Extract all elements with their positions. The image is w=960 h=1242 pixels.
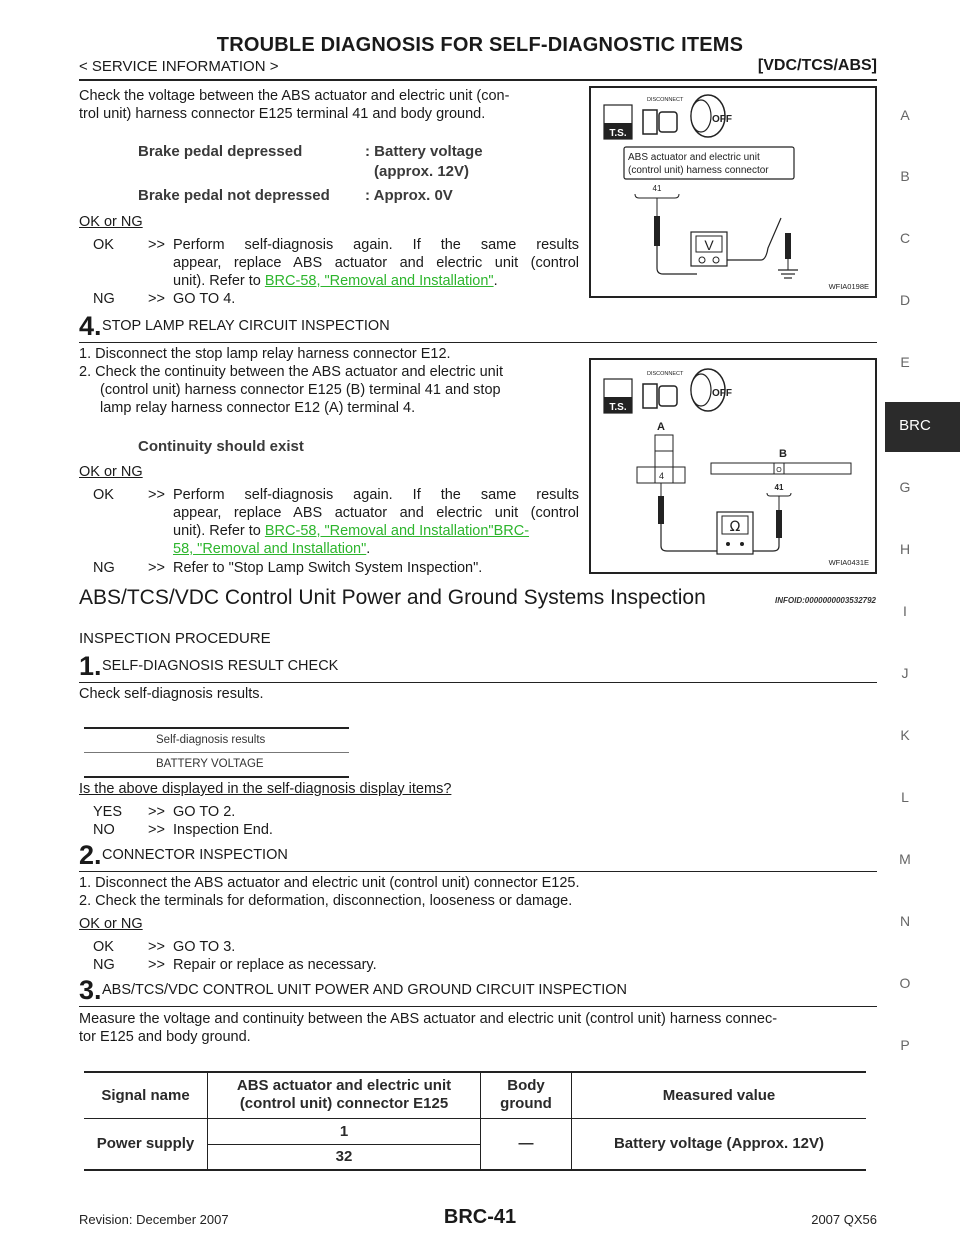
step-1-number: 1.	[79, 651, 102, 681]
positive-terminal-icon	[699, 257, 705, 263]
continuity-check-figure	[589, 358, 877, 574]
probe-right	[785, 233, 791, 259]
connector-a-label: A	[657, 421, 665, 433]
step-4-ok-text-2: appear, replace ABS actuator and electric unit (control	[173, 505, 579, 521]
step-2-ok-arrow: >>	[148, 939, 165, 955]
step-4-line-2b: (control unit) harness connector E125 (B) terminal 41 and stop	[100, 382, 501, 398]
connector-b-terminal: 41	[774, 483, 784, 492]
header-rule	[79, 79, 877, 81]
step-4-ok-key: OK	[93, 487, 114, 503]
step-4-title: STOP LAMP RELAY CIRCUIT INSPECTION	[102, 318, 390, 334]
probe-b-wire	[753, 538, 779, 551]
ng-text: GO TO 4.	[173, 291, 236, 307]
off-label: OFF	[712, 388, 732, 399]
yes-key: YES	[93, 804, 123, 820]
step-4-ok-text-4-post: .	[366, 541, 371, 557]
figure-code: WFIA0198E	[828, 282, 869, 291]
yes-text: GO TO 2.	[173, 804, 236, 820]
sidebar-item-g[interactable]: G	[899, 479, 911, 495]
continuity-spec: Continuity should exist	[138, 438, 304, 455]
step-4-line-1: 1. Disconnect the stop lamp relay harness connector E12.	[79, 346, 451, 362]
cell-body-ground: —	[481, 1118, 572, 1170]
header-measured-value: Measured value	[662, 1086, 776, 1104]
no-text: Inspection End.	[173, 822, 273, 838]
header-connector	[208, 1072, 481, 1118]
sidebar-item-m[interactable]: M	[899, 851, 911, 867]
step-4-ok-text-4	[173, 540, 370, 559]
sidebar-item-label: BRC	[899, 417, 931, 434]
step-1-text: Check self-diagnosis results.	[79, 686, 264, 702]
step-2-rule	[79, 871, 877, 872]
step-1-question: Is the above displayed in the self-diagnosis display items?	[79, 781, 452, 797]
step-4-ng-text: Refer to "Stop Lamp Switch System Inspection".	[173, 560, 483, 576]
ohmmeter-symbol: Ω	[729, 519, 741, 535]
footer-revision: Revision: December 2007	[79, 1212, 229, 1227]
step-3-text-1: Measure the voltage and continuity between the ABS actuator and electric unit (control unit) harness connec-	[79, 1011, 778, 1027]
table-row	[84, 1118, 866, 1144]
ng-key: NG	[93, 291, 115, 307]
ts-label: T.S.	[609, 128, 627, 139]
cell-measured-value: Battery voltage (Approx. 12V)	[572, 1118, 867, 1170]
step-4-rule	[79, 342, 877, 343]
step-2-line-2: 2. Check the terminals for deformation, disconnection, looseness or damage.	[79, 893, 573, 909]
header-body-ground	[481, 1072, 572, 1118]
disconnect-label: DISCONNECT	[647, 371, 684, 377]
step-1-rule	[79, 682, 877, 683]
step-2-title: CONNECTOR INSPECTION	[102, 847, 288, 863]
step-3-title: ABS/TCS/VDC CONTROL UNIT POWER AND GROUND CIRCUIT INSPECTION	[102, 982, 628, 998]
intro-line-1: Check the voltage between the ABS actuator and electric unit (con-	[79, 88, 510, 104]
step-2-ok-ng-heading: OK or NG	[79, 916, 143, 932]
step-2-ng-arrow: >>	[148, 957, 165, 973]
step-4-ng-arrow: >>	[148, 560, 165, 576]
sidebar-item-h[interactable]: H	[899, 541, 911, 557]
sidebar-item-i[interactable]: I	[903, 603, 907, 619]
header-body-ground-2: ground	[500, 1095, 552, 1113]
sidebar-item-n[interactable]: N	[899, 913, 911, 929]
header-subtitle: < SERVICE INFORMATION >	[79, 58, 279, 75]
step-3-rule	[79, 1006, 877, 1007]
step-4-number: 4.	[79, 311, 102, 341]
connector-a-terminal: 4	[659, 471, 665, 481]
harness-box-line-1: ABS actuator and electric unit	[628, 152, 760, 163]
sidebar-item-o[interactable]: O	[899, 975, 911, 991]
removal-installation-link[interactable]: BRC-58, "Removal and Installation"	[264, 273, 494, 289]
self-diagnosis-table	[84, 727, 349, 778]
ground-icon	[778, 270, 798, 278]
spec-label-not-depressed: Brake pedal not depressed	[138, 187, 330, 204]
step-2-ng-text: Repair or replace as necessary.	[173, 957, 377, 973]
step-2-ok-key: OK	[93, 939, 114, 955]
voltmeter-symbol: V	[704, 237, 714, 253]
sidebar-item-a[interactable]: A	[900, 107, 910, 123]
removal-installation-link-2a[interactable]: BRC-58, "Removal and Installation"BRC-	[264, 523, 530, 539]
self-diagnosis-table-value: BATTERY VOLTAGE	[156, 758, 264, 770]
spec-value-depressed-2: (approx. 12V)	[374, 163, 470, 180]
spec-value-not-depressed: : Approx. 0V	[365, 187, 453, 204]
ignition-off-icon	[691, 369, 732, 411]
ng-arrow: >>	[148, 291, 165, 307]
ok-text-3	[173, 272, 498, 291]
connector-b-slot: O	[776, 467, 782, 474]
step-4-ng-key: NG	[93, 560, 115, 576]
footer-model: 2007 QX56	[811, 1212, 877, 1227]
step-3-number: 3.	[79, 975, 102, 1005]
section-title: ABS/TCS/VDC Control Unit Power and Ground Systems Inspection	[79, 586, 706, 609]
ok-text-3-post: .	[493, 273, 498, 289]
voltage-check-diagram	[591, 88, 875, 296]
terminal-41-label: 41	[652, 184, 662, 193]
table-header-row	[84, 1072, 866, 1118]
info-id: INFOID:0000000003532792	[775, 596, 876, 605]
step-4-ok-text-1: Perform self-diagnosis again. If the same results	[173, 487, 579, 503]
probe-a	[658, 496, 664, 524]
ok-text-2: appear, replace ABS actuator and electric unit (control	[173, 255, 579, 271]
probe-a-wire	[661, 524, 717, 551]
sidebar-item-k[interactable]: K	[900, 727, 910, 743]
ok-text-1: Perform self-diagnosis again. If the same results	[173, 237, 579, 253]
connector-disconnect-icon	[643, 371, 684, 408]
terminal-bracket	[635, 194, 679, 198]
inspection-procedure-heading: INSPECTION PROCEDURE	[79, 630, 271, 647]
no-arrow: >>	[148, 822, 165, 838]
spec-value-depressed-1: : Battery voltage	[365, 143, 483, 160]
step-2-number: 2.	[79, 840, 102, 870]
sidebar-item-c[interactable]: C	[899, 230, 911, 246]
negative-terminal-icon	[713, 257, 719, 263]
sidebar-item-l[interactable]: L	[901, 789, 909, 805]
ohmmeter-terminal-left-icon	[726, 542, 730, 546]
step-4-ok-text-3-pre: unit). Refer to	[173, 523, 261, 539]
no-key: NO	[93, 822, 115, 838]
cell-signal-name: Power supply	[84, 1118, 208, 1170]
step-4-ok-text-3	[173, 522, 529, 541]
ignition-off-icon	[691, 95, 732, 137]
probe-b	[776, 510, 782, 538]
sidebar-item-brc[interactable]	[885, 402, 960, 452]
cell-terminal-32: 32	[208, 1144, 481, 1170]
header-connector-1: ABS actuator and electric unit	[236, 1077, 452, 1095]
yes-arrow: >>	[148, 804, 165, 820]
ts-icon	[604, 379, 632, 413]
self-diagnosis-table-header: Self-diagnosis results	[84, 729, 349, 753]
sidebar-item-p[interactable]: P	[900, 1037, 910, 1053]
footer-page-number: BRC-41	[443, 1206, 517, 1228]
step-2-ng-key: NG	[93, 957, 115, 973]
sidebar-item-e[interactable]: E	[900, 354, 910, 370]
ts-icon	[604, 105, 632, 139]
measurement-table	[84, 1071, 866, 1171]
disconnect-label: DISCONNECT	[647, 97, 684, 103]
ok-ng-heading: OK or NG	[79, 214, 143, 230]
off-label: OFF	[712, 114, 732, 125]
harness-box-line-2: (control unit) harness connector	[628, 165, 769, 176]
spec-label-depressed: Brake pedal depressed	[138, 143, 303, 160]
header-signal-name: Signal name	[84, 1072, 208, 1118]
page-title: TROUBLE DIAGNOSIS FOR SELF-DIAGNOSTIC ITEMS	[216, 34, 744, 56]
header-section: [VDC/TCS/ABS]	[757, 57, 877, 74]
connector-b	[711, 463, 851, 496]
header-body-ground-1: Body	[507, 1077, 545, 1095]
ts-label: T.S.	[609, 402, 627, 413]
cell-terminal-1: 1	[208, 1118, 481, 1144]
sidebar-item-j[interactable]: J	[901, 665, 909, 681]
connector-a	[637, 435, 685, 483]
ok-arrow: >>	[148, 237, 165, 253]
step-4-ok-arrow: >>	[148, 487, 165, 503]
sidebar-item-d[interactable]: D	[899, 292, 911, 308]
header-connector-2: (control unit) connector E125	[239, 1095, 449, 1113]
voltage-check-figure	[589, 86, 877, 298]
step-3-text-2: tor E125 and body ground.	[79, 1029, 251, 1045]
continuity-check-diagram	[591, 360, 875, 572]
step-4-ok-ng-heading: OK or NG	[79, 464, 143, 480]
connector-b-label: B	[779, 448, 787, 460]
step-2-line-1: 1. Disconnect the ABS actuator and electric unit (control unit) connector E125.	[79, 875, 580, 891]
sidebar-item-b[interactable]: B	[900, 168, 910, 184]
probe-left	[654, 216, 660, 246]
ok-text-3-pre: unit). Refer to	[173, 273, 261, 289]
step-4-line-2c: lamp relay harness connector E12 (A) terminal 4.	[100, 400, 416, 416]
step-1-title: SELF-DIAGNOSIS RESULT CHECK	[102, 658, 339, 674]
probe-right-wire	[727, 218, 781, 260]
ok-key: OK	[93, 237, 114, 253]
removal-installation-link-2b[interactable]: 58, "Removal and Installation"	[173, 541, 367, 557]
ohmmeter-terminal-right-icon	[740, 542, 744, 546]
intro-line-2: trol unit) harness connector E125 terminal 41 and body ground.	[79, 106, 486, 122]
connector-disconnect-icon	[643, 97, 684, 134]
step-2-ok-text: GO TO 3.	[173, 939, 236, 955]
step-4-line-2a: 2. Check the continuity between the ABS actuator and electric unit	[79, 364, 503, 380]
figure-code: WFIA0431E	[828, 558, 869, 567]
